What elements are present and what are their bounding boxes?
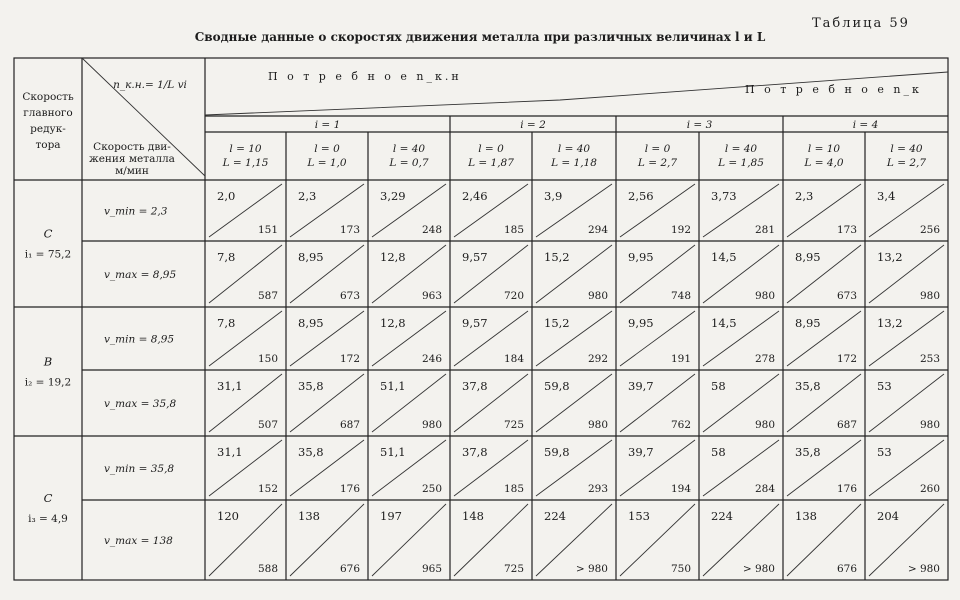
cell-upper-value: 14,5 (711, 250, 737, 264)
cell-lower-value: 673 (339, 290, 360, 302)
cell-lower-value: 980 (587, 290, 608, 302)
cell-upper-value: 14,5 (711, 316, 737, 330)
metal-speed-label: v_max = 138 (104, 535, 173, 547)
sub-header-L: L = 2,7 (886, 157, 927, 169)
group-label-i: i = 1 (314, 119, 341, 131)
sub-header-L: L = 2,7 (637, 157, 678, 169)
cell-lower-value: 176 (339, 483, 360, 495)
cell-upper-value: 153 (628, 509, 650, 523)
cell-lower-value: > 980 (907, 563, 940, 575)
cell-lower-value: 191 (670, 353, 691, 365)
cell-lower-value: 676 (339, 563, 360, 575)
cutter-speed-header: Скорость (22, 91, 74, 103)
cell-upper-value: 35,8 (298, 379, 324, 393)
cell-upper-value: 37,8 (462, 379, 488, 393)
cell-upper-value: 9,95 (628, 316, 654, 330)
cell-lower-value: 281 (754, 224, 775, 236)
cell-lower-value: 192 (670, 224, 691, 236)
metal-speed-label: v_max = 8,95 (104, 269, 177, 281)
sub-header-L: L = 4,0 (804, 157, 844, 169)
cell-lower-value: 676 (836, 563, 857, 575)
cell-lower-value: 173 (339, 224, 360, 236)
cell-lower-value: 194 (670, 483, 691, 495)
cell-lower-value: 176 (836, 483, 857, 495)
cutter-speed-header: тора (35, 139, 61, 151)
cell-upper-value: 3,9 (544, 189, 563, 203)
cell-lower-value: > 980 (742, 563, 775, 575)
cell-lower-value: 172 (339, 353, 360, 365)
cell-upper-value: 197 (380, 509, 402, 523)
cell-lower-value: 151 (257, 224, 278, 236)
cell-upper-value: 51,1 (380, 445, 406, 459)
cell-upper-value: 138 (298, 509, 320, 523)
potrebnoe-kn-header: П о т р е б н о е n_к.н (268, 70, 462, 83)
reducer-speed: i₁ = 75,2 (24, 248, 72, 261)
cell-lower-value: > 980 (575, 563, 608, 575)
sub-header-l: l = 40 (890, 143, 923, 155)
cell-lower-value: 172 (836, 353, 857, 365)
cell-upper-value: 31,1 (217, 445, 243, 459)
cell-upper-value: 3,4 (877, 189, 896, 203)
cell-upper-value: 2,0 (217, 189, 236, 203)
group-label-i: i = 4 (852, 119, 879, 131)
cell-lower-value: 278 (754, 353, 775, 365)
reducer-speed: i₂ = 19,2 (24, 376, 72, 389)
table-number-label: Таблица 59 (812, 16, 910, 31)
cell-upper-value: 13,2 (877, 250, 903, 264)
cell-lower-value: 980 (754, 290, 775, 302)
cell-upper-value: 13,2 (877, 316, 903, 330)
group-label-i: i = 2 (520, 119, 546, 131)
cell-upper-value: 37,8 (462, 445, 488, 459)
cell-lower-value: 292 (587, 353, 608, 365)
sub-header-l: l = 10 (807, 143, 841, 155)
cell-upper-value: 2,3 (795, 189, 814, 203)
cell-upper-value: 8,95 (795, 316, 821, 330)
sub-header-l: l = 40 (724, 143, 758, 155)
potrebnoe-n-header: П о т р е б н о е n_к (745, 83, 922, 96)
sub-header-l: l = 40 (392, 143, 426, 155)
cell-upper-value: 9,95 (628, 250, 654, 264)
cell-upper-value: 31,1 (217, 379, 243, 393)
sub-header-l: l = 40 (557, 143, 591, 155)
cell-lower-value: 150 (257, 353, 278, 365)
metal-speed-header: жения металла (89, 153, 175, 165)
cell-upper-value: 15,2 (544, 316, 570, 330)
sub-header-L: L = 1,87 (468, 157, 514, 169)
cell-upper-value: 7,8 (217, 316, 236, 330)
cell-upper-value: 2,56 (628, 189, 654, 203)
reducer-speed: i₃ = 4,9 (28, 513, 68, 525)
cell-lower-value: 248 (421, 224, 442, 236)
cell-upper-value: 120 (217, 509, 239, 523)
speed-letter: C (43, 491, 53, 505)
cell-upper-value: 39,7 (628, 379, 654, 393)
cell-upper-value: 204 (877, 509, 899, 523)
cutter-speed-header: редук- (30, 123, 66, 135)
group-label-i: i = 3 (686, 119, 713, 131)
cell-upper-value: 59,8 (544, 379, 570, 393)
cell-lower-value: 965 (421, 563, 442, 575)
cell-upper-value: 224 (544, 509, 566, 523)
cell-upper-value: 8,95 (298, 316, 324, 330)
cell-lower-value: 750 (670, 563, 691, 575)
cell-lower-value: 250 (421, 483, 442, 495)
table-caption: Сводные данные о скоростях движения металла при различных величинах l и L (194, 30, 766, 44)
speed-letter: B (43, 354, 53, 369)
sub-header-l: l = 0 (314, 143, 340, 155)
sub-header-L: L = 1,0 (307, 157, 347, 169)
cell-lower-value: 184 (503, 353, 524, 365)
sub-header-l: l = 0 (478, 143, 504, 155)
metal-speed-header: Скорость дви- (93, 141, 171, 153)
cell-upper-value: 53 (877, 379, 892, 393)
cell-lower-value: 725 (503, 563, 524, 575)
cell-lower-value: 253 (919, 353, 940, 365)
cell-lower-value: 246 (421, 353, 442, 365)
cell-lower-value: 260 (919, 483, 940, 495)
cell-lower-value: 294 (587, 224, 608, 236)
cell-lower-value: 762 (670, 419, 691, 431)
sub-header-l: l = 10 (229, 143, 262, 155)
cell-lower-value: 748 (670, 290, 691, 302)
cell-upper-value: 8,95 (795, 250, 821, 264)
cell-lower-value: 980 (587, 419, 608, 431)
cell-upper-value: 8,95 (298, 250, 324, 264)
cell-upper-value: 2,46 (462, 189, 488, 203)
cell-upper-value: 148 (462, 509, 484, 523)
cell-upper-value: 51,1 (380, 379, 406, 393)
cell-lower-value: 980 (754, 419, 775, 431)
cell-upper-value: 3,29 (380, 189, 406, 203)
cell-upper-value: 9,57 (462, 316, 488, 330)
cell-lower-value: 293 (587, 483, 608, 495)
sub-header-L: L = 1,18 (551, 157, 597, 169)
cell-upper-value: 59,8 (544, 445, 570, 459)
cell-upper-value: 224 (711, 509, 733, 523)
cell-upper-value: 35,8 (298, 445, 324, 459)
cell-lower-value: 588 (257, 563, 278, 575)
sub-header-l: l = 0 (644, 143, 671, 155)
cell-lower-value: 173 (836, 224, 857, 236)
sub-header-L: L = 0,7 (389, 157, 429, 169)
cell-upper-value: 3,73 (711, 189, 737, 203)
cell-lower-value: 687 (836, 419, 857, 431)
metal-speed-label: v_min = 35,8 (104, 463, 175, 475)
cell-lower-value: 725 (503, 419, 524, 431)
metal-speed-header: м/мин (115, 165, 149, 177)
cell-lower-value: 507 (257, 419, 278, 431)
corner-formula: n_к.н.= 1/L vi (113, 79, 187, 91)
cell-lower-value: 963 (421, 290, 442, 302)
cell-upper-value: 39,7 (628, 445, 654, 459)
metal-speed-label: v_min = 8,95 (104, 333, 175, 346)
cell-upper-value: 2,3 (298, 189, 317, 203)
cell-lower-value: 256 (919, 224, 940, 236)
sub-header-L: L = 1,15 (222, 157, 269, 169)
cell-upper-value: 138 (795, 509, 817, 523)
cell-lower-value: 152 (257, 483, 278, 495)
cell-upper-value: 15,2 (544, 250, 570, 264)
cell-upper-value: 12,8 (380, 250, 406, 264)
cell-upper-value: 35,8 (795, 445, 821, 459)
speed-letter: C (43, 226, 53, 241)
cell-lower-value: 587 (257, 290, 278, 302)
cell-upper-value: 7,8 (217, 250, 236, 264)
cell-upper-value: 53 (877, 445, 892, 459)
cell-lower-value: 687 (339, 419, 360, 431)
cell-lower-value: 980 (421, 419, 442, 431)
cell-lower-value: 673 (836, 290, 857, 302)
metal-speed-label: v_min = 2,3 (104, 205, 168, 218)
cutter-speed-header: главного (23, 107, 73, 119)
cell-upper-value: 58 (711, 379, 726, 393)
cell-upper-value: 12,8 (380, 316, 406, 330)
cell-lower-value: 980 (919, 419, 940, 431)
cell-upper-value: 35,8 (795, 379, 821, 393)
cell-lower-value: 185 (503, 224, 524, 236)
sub-header-L: L = 1,85 (718, 157, 764, 169)
cell-lower-value: 980 (919, 290, 940, 302)
cell-upper-value: 9,57 (462, 250, 488, 264)
cell-upper-value: 58 (711, 445, 726, 459)
cell-lower-value: 720 (503, 290, 524, 302)
cell-lower-value: 284 (754, 483, 775, 495)
cell-lower-value: 185 (503, 483, 524, 495)
metal-speed-label: v_max = 35,8 (104, 398, 177, 410)
